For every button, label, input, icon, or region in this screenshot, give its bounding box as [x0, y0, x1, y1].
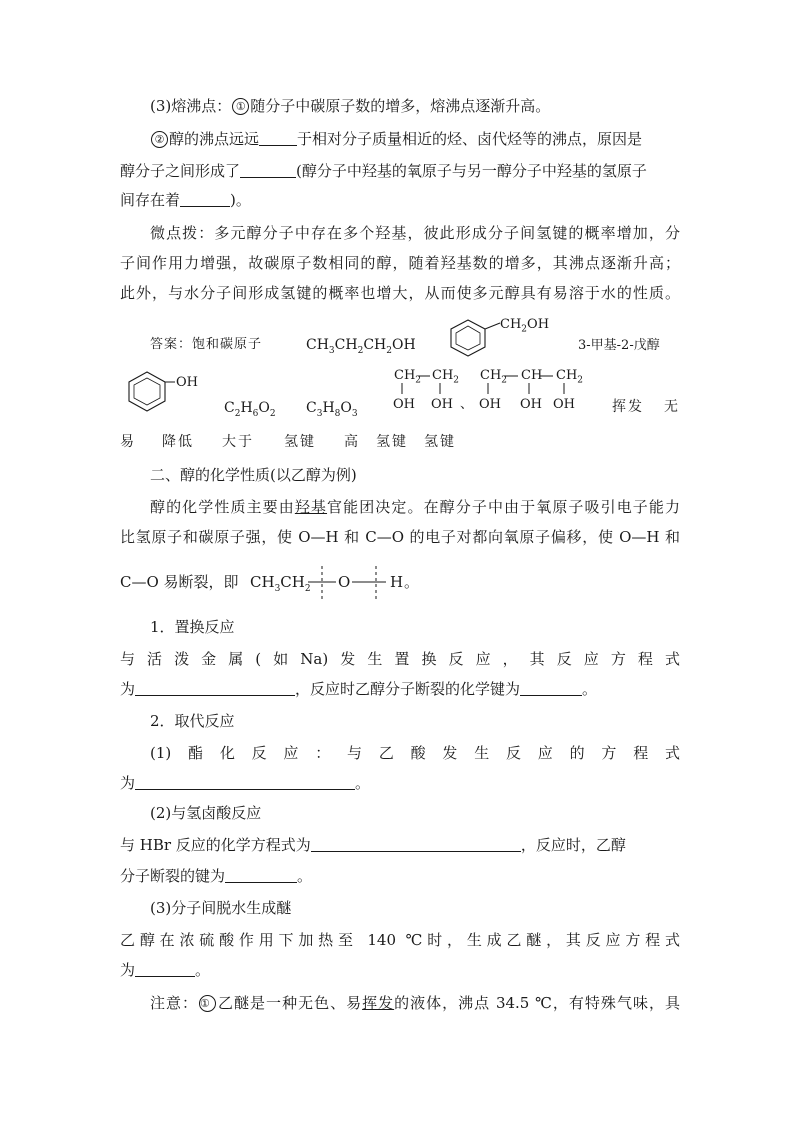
fill-blank[interactable]	[135, 775, 355, 790]
r2-sub1: (1)酯化反应：与乙酸发生反应的方程式	[150, 744, 680, 762]
formula-period: 。	[404, 573, 420, 591]
answer-propanol: $CH_3CH_2CH_2OH$	[306, 337, 416, 356]
chem-props-p2: 比氢原子和碳原子强，使 O—H 和 C—O 的电子对都向氧原子偏移，使 O—H 和	[120, 528, 680, 546]
answer-pentanol: 3-甲基-2-戊醇	[578, 338, 660, 353]
section3-line2: ② 醇的沸点远远 于相对分子质量相近的烃、卤代烃等的沸点，原因是	[150, 129, 680, 149]
answer-word: 挥发	[612, 399, 644, 415]
answer-word: 氢键	[376, 434, 408, 450]
formula-oxygen: O	[338, 573, 351, 591]
answer-word: 高	[344, 434, 358, 450]
fill-blank[interactable]	[311, 837, 521, 852]
section-heading: 二、醇的化学性质(以乙醇为例)	[150, 466, 357, 484]
circled-number: ②	[151, 131, 168, 148]
r2-sub1-line2: 为 。	[120, 774, 371, 792]
fill-blank[interactable]	[520, 681, 582, 696]
answer-word: 无	[664, 399, 678, 415]
r2-sub2: (2)与氢卤酸反应	[150, 804, 262, 822]
glycerol-oh-c: OH	[553, 397, 575, 412]
circled-number: ①	[199, 995, 216, 1012]
fill-blank[interactable]	[259, 131, 297, 146]
glycol-oh-a: OH	[393, 397, 415, 412]
r1-line1: 与活泼金属(如Na)发生置换反应，其反应方程式	[120, 650, 680, 668]
structure-separator: 、	[460, 397, 474, 412]
reaction-title: 1．置换反应	[150, 618, 235, 636]
r2-sub3-line2: 为 。	[120, 961, 211, 979]
r1-line2: 为 ，反应时乙醇分子断裂的化学键为 。	[120, 680, 598, 698]
section3-line3: 醇分子之间形成了 (醇分子中羟基的氧原子与另一醇分子中羟基的氢原子	[120, 162, 647, 180]
answer-word: 氢键	[284, 434, 316, 450]
answer-word: 氢键	[424, 434, 456, 450]
fill-blank[interactable]	[135, 681, 295, 696]
glycol-oh-b: OH	[431, 397, 453, 412]
answer-label: 答案：饱和碳原子	[150, 337, 263, 352]
r2-sub3: (3)分子间脱水生成醚	[150, 899, 292, 917]
chem-props-p1: 醇的化学性质主要由羟基官能团决定。在醇分子中由于氧原子吸引电子能力	[150, 498, 680, 516]
fill-blank[interactable]	[135, 962, 195, 977]
formula-ethyl: $CH_3CH_2$	[250, 573, 311, 594]
glycerol-oh-b: OH	[520, 397, 542, 412]
answer-word: 降低	[162, 434, 194, 450]
glycerol-oh-a: OH	[479, 397, 501, 412]
benzene-inner-ring	[456, 326, 480, 350]
r2-sub2-line2: 分子断裂的键为 。	[120, 867, 313, 885]
circled-number: ①	[232, 98, 249, 115]
fill-blank[interactable]	[180, 192, 230, 207]
r2-sub2-line1: 与 HBr 反应的化学方程式为 ，反应时，乙醇	[120, 836, 626, 854]
fill-blank[interactable]	[240, 163, 296, 178]
bond-line	[485, 323, 500, 329]
benzene-inner-ring	[134, 378, 160, 405]
glycol-ch2-a: $CH_2$	[394, 368, 422, 386]
section3-line1: (3)熔沸点： ① 随分子中碳原子数的增多，熔沸点逐渐升高。	[150, 97, 551, 115]
formula-hydrogen: H	[390, 573, 404, 591]
answer-glycol: $C_2H_6O_2$	[224, 400, 276, 419]
answer-glycerol: $C_3H_8O_3$	[306, 400, 358, 419]
answer-word: 大于	[222, 434, 254, 450]
tip-line1: 微点拨：多元醇分子中存在多个羟基，彼此形成分子间氢键的概率增加，分	[150, 224, 680, 242]
chem-props-p3: C—O 易断裂，即	[120, 573, 239, 591]
benzyl-group: $CH_2OH$	[500, 317, 550, 335]
reaction-title: 2．取代反应	[150, 712, 235, 730]
answer-word: 易	[120, 434, 134, 450]
note-line: 注意： ① 乙醚是一种无色、易挥发的液体，沸点 34.5 ℃，有特殊气味，具	[150, 994, 680, 1012]
glycerol-ch2-a: $CH_2$	[480, 368, 508, 386]
phenol-group: OH	[176, 375, 198, 390]
glycol-ch2-b: $CH_2$	[432, 368, 460, 386]
glycerol-ch2-b: $CH_2$	[556, 368, 584, 386]
glycerol-ch: CH	[521, 368, 543, 383]
tip-line3: 此外，与水分子间形成氢键的概率也增大，从而使多元醇具有易溶于水的性质。	[120, 284, 680, 302]
tip-line2: 子间作用力增强，故碳原子数相同的醇，随着羟基数的增多，其沸点逐渐升高；	[120, 254, 680, 272]
r2-sub3-line1: 乙醇在浓硫酸作用下加热至 140 ℃时，生成乙醚，其反应方程式	[120, 931, 680, 949]
fill-blank[interactable]	[225, 868, 297, 883]
section3-line4: 间存在着 )。	[120, 191, 251, 209]
